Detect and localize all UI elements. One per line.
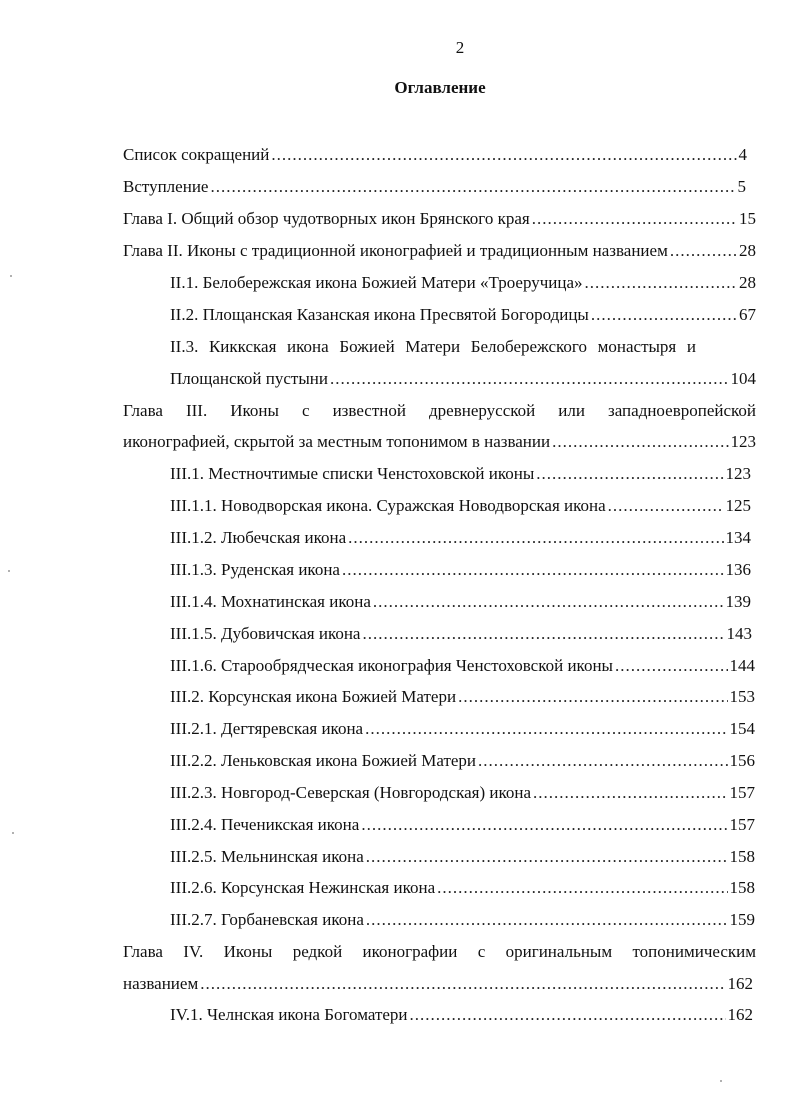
toc-entry[interactable] xyxy=(123,240,756,262)
toc-leader xyxy=(533,782,727,804)
toc-entry[interactable] xyxy=(170,877,755,899)
toc-entry[interactable] xyxy=(170,272,756,294)
toc-entry-page: 157 xyxy=(729,815,755,834)
toc-entry-page: 153 xyxy=(729,687,755,706)
toc-entry[interactable] xyxy=(123,144,747,166)
scan-speck xyxy=(12,832,14,834)
toc-entry-label: Список сокращений xyxy=(123,145,270,164)
toc-entry[interactable] xyxy=(170,463,751,485)
toc-entry-label: III.1.6. Старообрядческая иконография Ченстоховской иконы xyxy=(170,656,613,675)
toc-entry-label: III.2. Корсунская икона Божией Матери xyxy=(170,687,457,706)
toc-entry-label: Глава II. Иконы с традиционной иконографией и традиционным названием xyxy=(123,241,668,260)
toc-entry-label: Глава I. Общий обзор чудотворных икон Брянского края xyxy=(123,209,530,228)
toc-entry-page: 158 xyxy=(729,878,755,897)
toc-leader xyxy=(437,877,727,899)
toc-leader xyxy=(591,304,737,326)
toc-entry-label: II.2. Площанская Казанская икона Пресвятой Богородицы xyxy=(170,305,589,324)
toc-entry[interactable] xyxy=(170,909,755,931)
toc-leader xyxy=(362,623,724,645)
toc-leader xyxy=(536,463,723,485)
toc-entry[interactable] xyxy=(170,527,751,549)
toc-entry-page: 157 xyxy=(729,783,755,802)
toc-entry-page: 123 xyxy=(730,432,756,451)
toc-entry-label: III.2.2. Леньковская икона Божией Матери xyxy=(170,751,477,770)
toc-entry-page: 156 xyxy=(729,751,755,770)
toc-entry-page: 4 xyxy=(738,145,747,164)
toc-leader xyxy=(458,686,727,708)
toc-entry-label: III.2.5. Мельнинская икона xyxy=(170,847,364,866)
toc-entry-label: Площанской пустыни xyxy=(170,369,328,388)
toc-entry-label: III.1. Местночтимые списки Ченстоховской иконы xyxy=(170,464,535,483)
toc-entry-page: 162 xyxy=(727,974,753,993)
toc-leader xyxy=(478,750,727,772)
toc-entry-label: иконографией, скрытой за местным топонимом в названии xyxy=(123,432,551,451)
toc-entry-first-line[interactable]: Глава IV. Иконы редкой иконографии с оригинальным топонимическим xyxy=(123,942,756,961)
toc-entry-page: 104 xyxy=(730,369,756,388)
toc-entry-page: 28 xyxy=(739,241,756,260)
toc-entry[interactable] xyxy=(123,208,756,230)
toc-entry-label: III.1.4. Мохнатинская икона xyxy=(170,592,371,611)
toc-entry-first-line[interactable]: II.3. Киккская икона Божией Матери Белобережского монастыря и xyxy=(170,337,696,356)
toc-entry[interactable] xyxy=(170,495,751,517)
toc-entry-page: 159 xyxy=(729,910,755,929)
toc-entry-label: Вступление xyxy=(123,177,209,196)
toc-entry-label: III.1.1. Новодворская икона. Суражская Новодворская икона xyxy=(170,496,606,515)
toc-leader xyxy=(366,846,728,868)
toc-entry[interactable] xyxy=(170,782,755,804)
toc-entry[interactable] xyxy=(170,304,756,326)
toc-entry[interactable] xyxy=(170,846,755,868)
toc-leader xyxy=(342,559,724,581)
toc-entry-page: 144 xyxy=(729,656,755,675)
toc-entry[interactable] xyxy=(170,559,751,581)
toc-leader xyxy=(532,208,737,230)
toc-entry[interactable] xyxy=(123,973,753,995)
toc-entry[interactable] xyxy=(170,623,752,645)
toc-entry[interactable] xyxy=(170,591,751,613)
toc-entry-page: 154 xyxy=(729,719,755,738)
toc-entry-page: 5 xyxy=(737,177,746,196)
toc-entry-page: 123 xyxy=(725,464,751,483)
toc-entry[interactable] xyxy=(170,686,755,708)
toc-leader xyxy=(330,368,729,390)
toc-entry-page: 136 xyxy=(725,560,751,579)
toc-entry-label: III.1.2. Любечская икона xyxy=(170,528,347,547)
toc-entry-label: III.2.4. Печеникская икона xyxy=(170,815,360,834)
toc-entry[interactable] xyxy=(170,750,755,772)
toc-entry[interactable] xyxy=(170,655,755,677)
page-number: 2 xyxy=(455,38,465,57)
toc-entry-page: 67 xyxy=(739,305,756,324)
scan-speck xyxy=(10,275,12,277)
toc-entry[interactable] xyxy=(123,431,756,453)
toc-entry-label: названием xyxy=(123,974,199,993)
toc-leader xyxy=(271,144,736,166)
toc-leader xyxy=(585,272,737,294)
toc-entry-label: II.1. Белобережская икона Божией Матери «Троеручица» xyxy=(170,273,583,292)
scan-speck xyxy=(720,1080,722,1082)
toc-leader xyxy=(373,591,724,613)
toc-leader xyxy=(366,909,728,931)
toc-entry[interactable] xyxy=(170,1004,753,1026)
toc-leader xyxy=(552,431,728,453)
toc-entry-page: 143 xyxy=(726,624,752,643)
toc-leader xyxy=(200,973,725,995)
toc-entry-page: 134 xyxy=(725,528,751,547)
toc-leader xyxy=(670,240,737,262)
toc-entry[interactable] xyxy=(170,368,756,390)
toc-leader xyxy=(365,718,727,740)
toc-entry-label: III.1.5. Дубовичская икона xyxy=(170,624,361,643)
toc-leader xyxy=(608,495,724,517)
toc-entry-label: III.2.7. Горбаневская икона xyxy=(170,910,364,929)
scan-speck xyxy=(8,570,10,572)
toc-entry-page: 125 xyxy=(725,496,751,515)
toc-entry[interactable] xyxy=(123,176,746,198)
toc-entry-page: 139 xyxy=(725,592,751,611)
toc-entry-label: III.2.3. Новгород-Северская (Новгородская) икона xyxy=(170,783,532,802)
toc-entry[interactable] xyxy=(170,814,755,836)
toc-leader xyxy=(210,176,735,198)
toc-leader xyxy=(615,655,728,677)
toc-entry-page: 15 xyxy=(739,209,756,228)
toc-leader xyxy=(348,527,723,549)
toc-entry-label: III.1.3. Руденская икона xyxy=(170,560,340,579)
toc-title: Оглавление xyxy=(394,78,486,97)
toc-entry-label: III.2.6. Корсунская Нежинская икона xyxy=(170,878,436,897)
toc-entry-label: III.2.1. Дегтяревская икона xyxy=(170,719,364,738)
toc-entry-label: IV.1. Челнская икона Богоматери xyxy=(170,1005,408,1024)
toc-entry-page: 158 xyxy=(729,847,755,866)
toc-entry-page: 162 xyxy=(727,1005,753,1024)
toc-entry-first-line[interactable]: Глава III. Иконы с известной древнерусской или западноевропейской xyxy=(123,401,756,420)
toc-entry-page: 28 xyxy=(739,273,756,292)
toc-entry[interactable] xyxy=(170,718,755,740)
toc-leader xyxy=(410,1004,726,1026)
toc-leader xyxy=(361,814,727,836)
